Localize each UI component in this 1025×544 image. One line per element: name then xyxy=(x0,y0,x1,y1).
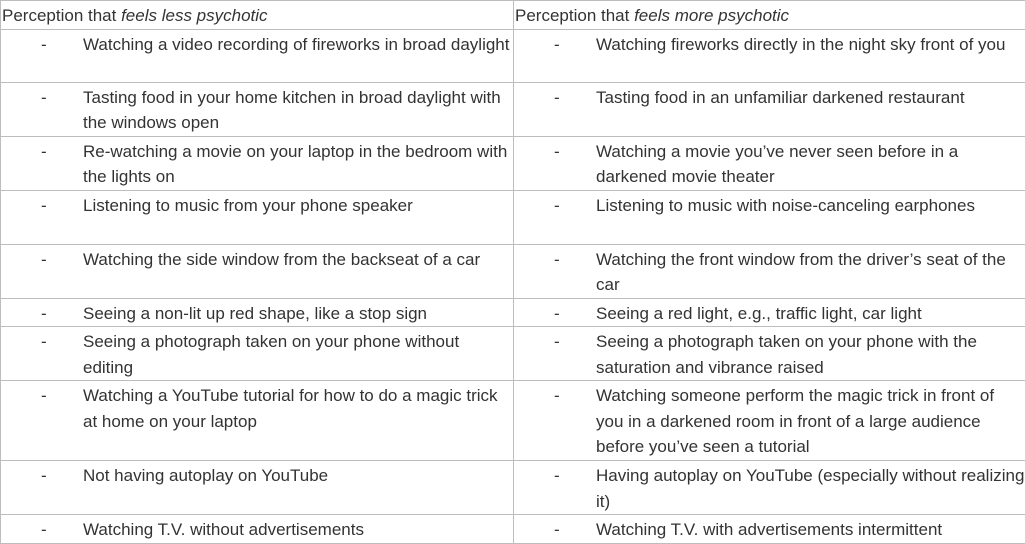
table-row xyxy=(1,136,1025,190)
cell-text: Tasting food in your home kitchen in broad daylight with the windows open xyxy=(83,85,513,136)
cell-less-psychotic xyxy=(1,244,514,298)
header-prefix: Perception that xyxy=(515,6,634,25)
bullet-dash: - xyxy=(1,85,83,136)
cell-less-psychotic xyxy=(1,136,514,190)
bullet-dash: - xyxy=(514,247,596,298)
table-row xyxy=(1,381,1025,461)
cell-text: Not having autoplay on YouTube xyxy=(83,463,513,489)
cell-less-psychotic xyxy=(1,327,514,381)
cell-more-psychotic xyxy=(514,190,1025,244)
cell-less-psychotic xyxy=(1,298,514,327)
bullet-dash: - xyxy=(514,301,596,327)
table-row xyxy=(1,29,1025,82)
cell-text: Watching the side window from the backseat of a car xyxy=(83,247,513,273)
bullet-dash: - xyxy=(1,463,83,489)
table-row xyxy=(1,461,1025,515)
bullet-dash: - xyxy=(1,517,83,543)
cell-text: Seeing a photograph taken on your phone with the saturation and vibrance raised xyxy=(596,329,1025,380)
cell-text: Re-watching a movie on your laptop in the bedroom with the lights on xyxy=(83,139,513,190)
cell-more-psychotic xyxy=(514,298,1025,327)
table-row xyxy=(1,244,1025,298)
cell-more-psychotic xyxy=(514,244,1025,298)
cell-text: Tasting food in an unfamiliar darkened restaurant xyxy=(596,85,1025,111)
cell-more-psychotic xyxy=(514,136,1025,190)
cell-text: Seeing a red light, e.g., traffic light, car light xyxy=(596,301,1025,327)
cell-text: Watching T.V. without advertisements xyxy=(83,517,513,543)
cell-less-psychotic xyxy=(1,381,514,461)
bullet-dash: - xyxy=(514,139,596,190)
cell-more-psychotic xyxy=(514,327,1025,381)
cell-more-psychotic xyxy=(514,515,1025,544)
table-row xyxy=(1,515,1025,544)
cell-text: Seeing a non-lit up red shape, like a stop sign xyxy=(83,301,513,327)
bullet-dash: - xyxy=(514,383,596,460)
cell-text: Watching a video recording of fireworks in broad daylight xyxy=(83,32,513,58)
header-less-psychotic xyxy=(1,1,514,30)
cell-less-psychotic xyxy=(1,29,514,82)
header-emphasis: feels more psychotic xyxy=(634,6,789,25)
header-emphasis: feels less psychotic xyxy=(121,6,267,25)
cell-less-psychotic xyxy=(1,190,514,244)
bullet-dash: - xyxy=(514,329,596,380)
cell-text: Listening to music from your phone speaker xyxy=(83,193,513,219)
table-row xyxy=(1,327,1025,381)
cell-text: Seeing a photograph taken on your phone without editing xyxy=(83,329,513,380)
table-row xyxy=(1,190,1025,244)
bullet-dash: - xyxy=(1,329,83,380)
bullet-dash: - xyxy=(1,139,83,190)
cell-text: Watching a YouTube tutorial for how to do a magic trick at home on your laptop xyxy=(83,383,513,434)
table-row xyxy=(1,298,1025,327)
bullet-dash: - xyxy=(514,463,596,514)
bullet-dash: - xyxy=(514,517,596,543)
header-row xyxy=(1,1,1025,30)
table-row xyxy=(1,82,1025,136)
bullet-dash: - xyxy=(514,193,596,219)
cell-text: Watching T.V. with advertisements intermittent xyxy=(596,517,1025,543)
cell-text: Having autoplay on YouTube (especially without realizing it) xyxy=(596,463,1025,514)
cell-less-psychotic xyxy=(1,82,514,136)
cell-text: Listening to music with noise-canceling earphones xyxy=(596,193,1025,219)
bullet-dash: - xyxy=(1,32,83,58)
bullet-dash: - xyxy=(1,301,83,327)
bullet-dash: - xyxy=(1,383,83,434)
bullet-dash: - xyxy=(514,85,596,111)
cell-more-psychotic xyxy=(514,29,1025,82)
cell-less-psychotic xyxy=(1,461,514,515)
bullet-dash: - xyxy=(1,247,83,273)
cell-text: Watching fireworks directly in the night sky front of you xyxy=(596,32,1025,58)
cell-text: Watching someone perform the magic trick in front of you in a darkened room in front of a large audience before you’ve seen a tutorial xyxy=(596,383,1025,460)
bullet-dash: - xyxy=(1,193,83,219)
cell-text: Watching the front window from the driver’s seat of the car xyxy=(596,247,1025,298)
cell-more-psychotic xyxy=(514,82,1025,136)
header-prefix: Perception that xyxy=(2,6,121,25)
header-more-psychotic xyxy=(514,1,1025,30)
cell-more-psychotic xyxy=(514,461,1025,515)
cell-more-psychotic xyxy=(514,381,1025,461)
cell-text: Watching a movie you’ve never seen before in a darkened movie theater xyxy=(596,139,1025,190)
cell-less-psychotic xyxy=(1,515,514,544)
bullet-dash: - xyxy=(514,32,596,58)
